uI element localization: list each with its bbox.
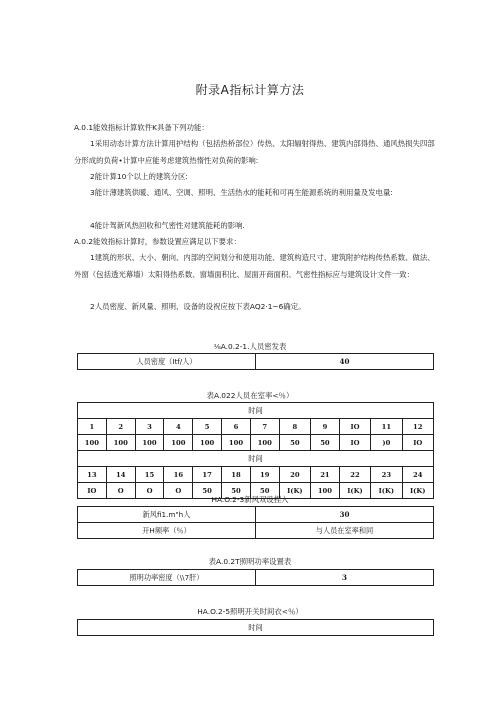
table3-caption: HA.O.2-3新风双设捏入 [211, 495, 289, 504]
rate-cell: O [135, 483, 164, 499]
occupant-density-table [77, 353, 434, 370]
hour-cell: 4 [164, 419, 193, 435]
hour-cell: 8 [279, 419, 310, 435]
hour-cell: 1 [78, 419, 107, 435]
hour-cell: 22 [339, 467, 370, 483]
hour-cell: 5 [193, 419, 222, 435]
lighting-power-table [77, 569, 434, 586]
lighting-schedule-table [77, 619, 434, 636]
lighting-power-label: 照明功率密度（\\7肝） [78, 570, 256, 586]
hour-cell: 9 [311, 419, 340, 435]
hour-cell: 18 [222, 467, 251, 483]
open-frequency-value: 与人员在室率和同 [256, 523, 434, 539]
item-4-heat-recovery: 4能计驾新风热回收和气密性对建筑能耗的影响. [90, 221, 245, 230]
rate-cell: O [164, 483, 193, 499]
hour-cell: 13 [78, 467, 107, 483]
rate-cell: IO [339, 435, 370, 451]
hour-cell: 3 [135, 419, 164, 435]
hour-cell: 2 [106, 419, 135, 435]
hour-cell: 24 [402, 467, 433, 483]
lighting-time-header: 时间 [78, 620, 434, 636]
rate-cell: 100 [250, 435, 279, 451]
hour-cell: 11 [371, 419, 402, 435]
hour-cell: 23 [371, 467, 402, 483]
rate-cell: 100 [106, 435, 135, 451]
hour-cell: 21 [311, 467, 340, 483]
hour-cell: 7 [250, 419, 279, 435]
table4-caption: 表A.0.2T照明功率设置表 [208, 557, 292, 566]
rate-cell: IO [402, 435, 433, 451]
occupancy-rate-table [77, 402, 434, 499]
table1-caption: ⅛A.0.2-1.人员密发表 [213, 342, 287, 351]
rate-cell: 100 [222, 435, 251, 451]
hour-cell: IO [339, 419, 370, 435]
rate-cell: 100 [164, 435, 193, 451]
rate-cell: 50 [193, 483, 222, 499]
occupant-density-value: 40 [256, 354, 434, 370]
table2-caption: 表A.022人员在室率<％） [206, 391, 294, 400]
item-2-zones: 2能计算10个以上的建筑分区: [90, 172, 188, 181]
rate-cell: )0 [371, 435, 402, 451]
rate-cell: 100 [78, 435, 107, 451]
fresh-air-value: 30 [256, 507, 434, 523]
rate-cell: 100 [135, 435, 164, 451]
hour-cell: 17 [193, 467, 222, 483]
hours-row-1 [78, 419, 434, 435]
item-1-building-params: 1建筑的形状、大小、朝向、内部的空间划分和使用功能、建筑构造尺寸、建筑附护结构传热系数、做法、外窗（包括透光幕墙）太阳得热系数、窗墙面积比、屋面开商面积、气密性指标应与建筑设计文件一致： [74, 253, 435, 279]
clause-a01 [74, 120, 436, 137]
rate-cell: 50 [279, 435, 310, 451]
rate-cell: I(K) [402, 483, 433, 499]
clause-a02: A.0.2能效指标计算时，参数设置应满足以下要求： [74, 237, 241, 246]
fresh-air-label: 新风fi1.m"h人 [78, 507, 256, 523]
rate-cell: 50 [250, 483, 279, 499]
rate-cell: O [106, 483, 135, 499]
rate-cell: I(K) [339, 483, 370, 499]
rate-cell: 100 [193, 435, 222, 451]
occupant-density-label: 人员密度（Itf/人） [78, 354, 256, 370]
hour-cell: 16 [164, 467, 193, 483]
item-3-energy: 3能计薄建筑供暖、通风、空调、照明、生活热水的能耗和可再生能源系统的利用量及发电量: [90, 188, 393, 197]
table5-caption: HA.O.2-5照明开关时间衣<％） [197, 607, 303, 616]
item-2-settings: 2人员密度、新风量、照明、设备的设祝应按下表AQ2·1~6确定。 [90, 302, 306, 311]
rate-cell: 50 [222, 483, 251, 499]
clause-a01-text: A.0.1能效指标计算软件K具备下列功能： [74, 123, 209, 132]
rate-cell: I(K) [279, 483, 310, 499]
lighting-power-value: 3 [256, 570, 434, 586]
page-title: 附录A指标计算方法 [195, 83, 305, 97]
open-frequency-label: 开H频率（％） [78, 523, 256, 539]
time-header-2: 时间 [78, 451, 434, 467]
rate-cell: I(K) [371, 483, 402, 499]
hour-cell: 14 [106, 467, 135, 483]
fresh-air-table [77, 506, 434, 539]
rate-cell: 50 [311, 435, 340, 451]
hour-cell: 15 [135, 467, 164, 483]
hour-cell: 20 [279, 467, 310, 483]
hour-cell: 6 [222, 419, 251, 435]
values-row-1 [78, 435, 434, 451]
item-1-dynamic-calc: 1采用动态计算方法计算用护结构（包括热桥部位）传热、太阳辐射得热、建筑内部得热、通风热损失四部分形成的负荷•计算中应能考虑建筑热惰性对负荷的影响: [74, 139, 435, 165]
rate-cell: IO [78, 483, 107, 499]
time-header: 时间 [78, 403, 434, 419]
hours-row-2 [78, 467, 434, 483]
hour-cell: 19 [250, 467, 279, 483]
hour-cell: 12 [402, 419, 433, 435]
rate-cell: 100 [311, 483, 340, 499]
